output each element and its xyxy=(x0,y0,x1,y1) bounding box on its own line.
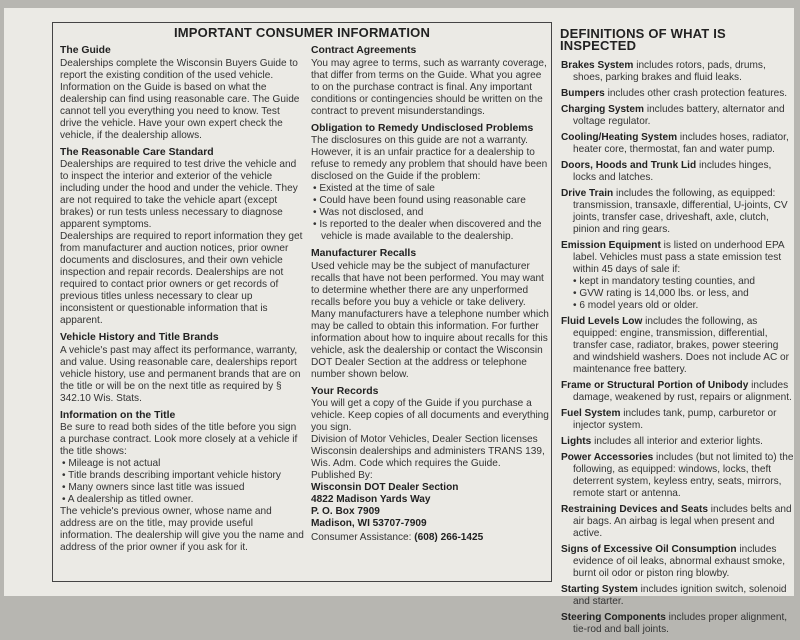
section-heading: The Reasonable Care Standard xyxy=(60,146,214,158)
definition-term: Drive Train xyxy=(561,188,614,199)
definition-term: Doors, Hoods and Trunk Lid xyxy=(561,160,697,171)
bullet-item: • Is reported to the dealer when discovered and the vehicle is made available to the dealership. xyxy=(313,219,542,242)
definition-text: includes proper alignment, tie-rod and ball joints. xyxy=(573,612,788,635)
definition-item xyxy=(559,132,794,156)
bullet-text: Existed at the time of sale xyxy=(319,183,435,194)
definition-term: Starting System xyxy=(561,584,638,595)
definition-text: includes tank, pump, carburetor or injector system. xyxy=(573,408,777,431)
section-paragraph: You will get a copy of the Guide if you purchase a vehicle. Keep copies of all documents and everything you sign. xyxy=(311,398,549,433)
bullet-item: • Many owners since last title was issued xyxy=(62,482,245,493)
section-paragraph: Dealerships complete the Wisconsin Buyers Guide to report the existing condition of the used vehicle. Information on the Guide is based on what the dealership can find using reasonable care. The Guide cannot tell you everything you need to know. Test drive the vehicle. Have your own expert check the vehicle, if the dealership allows. xyxy=(60,57,300,141)
bullet-text: Many owners since last title was issued xyxy=(68,482,245,493)
section-paragraph: The disclosures on this guide are not a warranty. However, it is an unfair practice for a dealership to refuse to remedy any problem that should have been disclosed on the Guide if the problem: xyxy=(311,135,548,182)
definition-item xyxy=(559,544,794,580)
definition-text: includes rotors, pads, drums, shoes, parking brakes and fluid leaks. xyxy=(573,60,766,83)
definition-item xyxy=(559,188,794,236)
definition-term: Emission Equipment xyxy=(561,240,661,251)
definition-term: Signs of Excessive Oil Consumption xyxy=(561,544,737,555)
bullet-item: • A dealership as titled owner. xyxy=(62,494,194,505)
definition-term: Power Accessories xyxy=(561,452,654,463)
section-paragraph: Be sure to read both sides of the title before you sign a purchase contract. Look more closely at a vehicle if the title shows: xyxy=(60,422,298,457)
definition-text: is listed on underhood EPA label. Vehicles must pass a state emission test within 45 days of sale if: xyxy=(573,240,785,275)
definition-item xyxy=(559,104,794,128)
definition-bullet: • kept in mandatory testing counties, and xyxy=(573,276,755,287)
main-title: IMPORTANT CONSUMER INFORMATION xyxy=(173,25,431,40)
definition-term: Brakes System xyxy=(561,60,634,71)
definition-text: includes ignition switch, solenoid and starter. xyxy=(573,584,787,607)
section-paragraph: Division of Motor Vehicles, Dealer Section licenses Wisconsin dealerships and administers TRANS 139, Wis. Adm. Code which requires the Guide. xyxy=(311,434,545,469)
definition-item xyxy=(559,240,794,312)
definition-text: includes belts and air bags. An airbag is legal when present and active. xyxy=(573,504,792,539)
definition-text: includes hinges, locks and latches. xyxy=(573,160,772,183)
bullet-text: GVW rating is 14,000 lbs. or less, and xyxy=(579,288,749,299)
definition-term: Fuel System xyxy=(561,408,621,419)
bullet-text: kept in mandatory testing counties, and xyxy=(579,276,755,287)
definition-text: includes hoses, radiator, heater core, thermostat, fan and water pump. xyxy=(573,132,789,155)
definition-bullet: • 6 model years old or older. xyxy=(573,300,699,311)
section-heading: Obligation to Remedy Undisclosed Problems xyxy=(311,122,534,134)
publisher-line: Madison, WI 53707-7909 xyxy=(311,518,427,529)
section-paragraph: Dealerships are required to test drive the vehicle and to inspect the interior and exterior of the vehicle including under the hood and under the vehicle. They are not required to take the vehicle apart (except brakes) or run tests unless necessary to diagnose apparent symptoms. xyxy=(60,159,298,230)
consumer-info-box xyxy=(52,22,552,582)
definition-text: includes the following, as equipped: engine, transmission, differential, transfer case, radiator, brakes, power steering and windshield washers. Does not include AC or maintenance free battery. xyxy=(573,316,790,375)
definition-term: Bumpers xyxy=(561,88,605,99)
bullet-text: Is reported to the dealer when discovered and the vehicle is made available to the dealership. xyxy=(319,219,542,242)
bullet-text: Mileage is not actual xyxy=(68,458,161,469)
section-paragraph: A vehicle's past may affect its performance, warranty, and value. Using reasonable care, dealerships report vehicle history, use and permanent brands that are on the title or will be on the next title as required by § 342.10 Wis. Stats. xyxy=(60,344,301,404)
section-paragraph: Published By: xyxy=(311,470,373,481)
definition-item xyxy=(559,88,794,100)
publisher-line: Wisconsin DOT Dealer Section xyxy=(311,482,459,493)
definition-item xyxy=(559,316,794,376)
assistance-label: Consumer Assistance: xyxy=(311,532,412,543)
definition-item xyxy=(559,452,794,500)
section-heading: Information on the Title xyxy=(60,409,176,421)
section-heading: Vehicle History and Title Brands xyxy=(60,332,219,343)
definition-item xyxy=(559,584,794,608)
section-paragraph: Used vehicle may be the subject of manufacturer recalls that have not been performed. You may want to determine whether there are any unperformed recalls before you buy a vehicle or take delivery. Many manufacturers have a telephone number which may be called to obtain this information. For further information about how to inquire about recalls for this vehicle, ask the dealership or contact the Wisconsin DOT Dealer Section at the address or telephone number shown below. xyxy=(311,260,549,380)
definition-text: includes (but not limited to) the following, as equipped: windows, locks, theft deterrent system, keyless entry, seats, mirrors, remote start or antenna. xyxy=(573,452,794,499)
definition-item xyxy=(559,612,794,636)
section-paragraph: Dealerships are required to report information they get from manufacturer and auction notices, prior owner documents and disclosures, and their own vehicle inspection and repair records. Dealerships are not required to contact prior owners or get records of previous titles unless necessary to clear up inconsistent or questionable information that is apparent. xyxy=(60,231,303,326)
definition-term: Lights xyxy=(561,436,592,447)
bullet-item: • Existed at the time of sale xyxy=(313,183,435,194)
definition-item xyxy=(559,408,794,432)
bullet-item: • Mileage is not actual xyxy=(62,458,161,469)
bullet-text: Was not disclosed, and xyxy=(319,207,424,218)
definition-item xyxy=(559,60,794,84)
bullet-text: Could have been found using reasonable care xyxy=(319,195,526,206)
definition-term: Restraining Devices and Seats xyxy=(561,504,708,515)
section-paragraph: The vehicle's previous owner, whose name and address are on the title, may provide useful information. The dealership will give you the name and address of the prior owner if you ask for it. xyxy=(60,506,304,553)
info-column-right xyxy=(311,43,551,544)
definition-term: Frame or Structural Portion of Unibody xyxy=(561,380,749,391)
definition-term: Cooling/Heating System xyxy=(561,132,678,143)
bullet-text: 6 model years old or older. xyxy=(579,300,699,311)
definition-text: includes the following, as equipped: transmission, transaxle, differential, U-joints, CV joints, transfer case, driveshaft, axle, clutch, pinion and ring gears. xyxy=(573,188,788,235)
definition-item xyxy=(559,436,794,448)
definition-item xyxy=(559,160,794,184)
info-column-left xyxy=(60,43,304,554)
definition-item xyxy=(559,380,794,404)
bullet-item: • Was not disclosed, and xyxy=(313,207,424,218)
definition-term: Fluid Levels Low xyxy=(561,316,643,327)
definition-bullet: • GVW rating is 14,000 lbs. or less, and xyxy=(573,288,749,299)
bullet-item: • Could have been found using reasonable care xyxy=(313,195,526,206)
definitions-column xyxy=(559,28,794,640)
bullet-text: A dealership as titled owner. xyxy=(67,494,194,505)
section-paragraph: You may agree to terms, such as warranty coverage, that differ from terms on the Guide. What you agree to on the purchase contract is final. Any important conditions or contingencies should be written on the contract to prevent misunderstandings. xyxy=(311,57,547,117)
definition-text: includes battery, alternator and voltage regulator. xyxy=(573,104,785,127)
publisher-line: 4822 Madison Yards Way xyxy=(311,494,431,505)
document-page xyxy=(4,8,794,635)
definition-text: includes evidence of oil leaks, abnormal exhaust smoke, burnt oil odor or piston ring blowby. xyxy=(573,544,786,579)
section-heading: Contract Agreements xyxy=(311,45,417,56)
bullet-text: Title brands describing important vehicle history xyxy=(68,470,281,481)
definitions-list xyxy=(559,60,794,636)
definition-text: includes damage, weakened by rust, repairs or alignment. xyxy=(573,380,792,403)
definition-text: includes all interior and exterior lights. xyxy=(591,436,763,447)
section-heading: Your Records xyxy=(311,385,379,397)
consumer-assistance xyxy=(311,532,551,544)
definitions-title: DEFINITIONS OF WHAT IS INSPECTED xyxy=(560,26,726,53)
section-heading: Manufacturer Recalls xyxy=(311,248,417,259)
bullet-item: • Title brands describing important vehicle history xyxy=(62,470,281,481)
section-heading: The Guide xyxy=(60,45,111,56)
publisher-line: P. O. Box 7909 xyxy=(311,506,380,517)
definition-item xyxy=(559,504,794,540)
assistance-phone: (608) 266-1425 xyxy=(414,532,484,543)
definition-term: Steering Components xyxy=(561,612,666,623)
definition-term: Charging System xyxy=(561,104,645,115)
definition-text: includes other crash protection features. xyxy=(604,88,788,99)
